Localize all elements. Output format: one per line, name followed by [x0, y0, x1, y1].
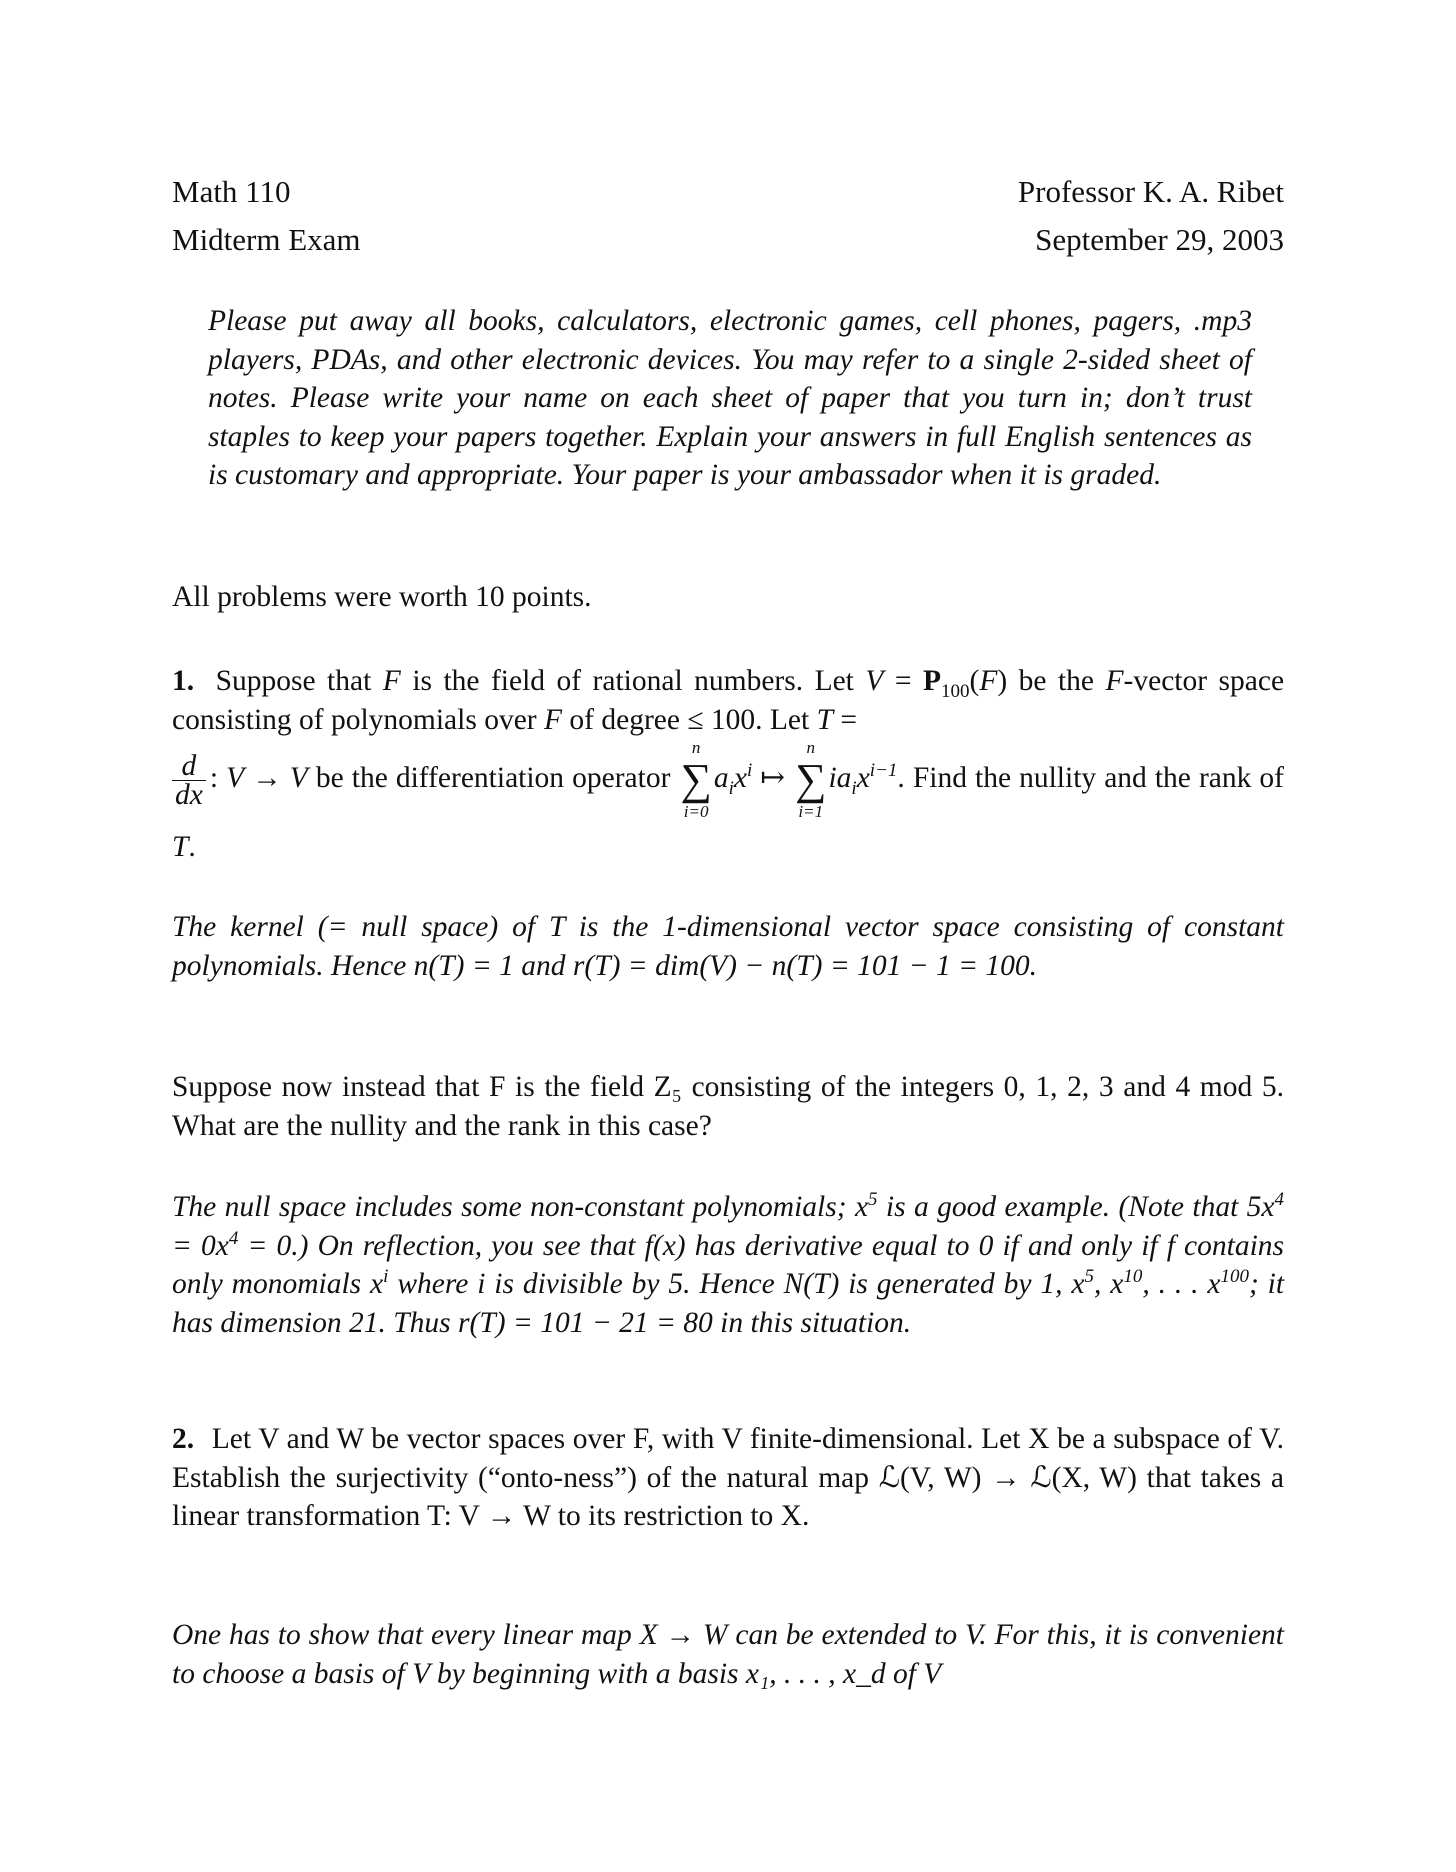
p1b-sol-4: where i is divisible by 5. Hence N(T) is generated by 1, [397, 1268, 1063, 1300]
sum-symbol: n ∑ i=0 [680, 738, 712, 821]
header-left [172, 174, 361, 270]
professor-name: Professor K. A. Ribet [1017, 174, 1284, 209]
points-note: All problems were worth 10 points. [172, 581, 592, 613]
p2-text: Let V and W be vector spaces over F, with V finite-dimensional. Let X be a subspace of V. Establish the surjectivity (“onto-ness”) of the natural map ℒ(V, W) → ℒ(X, W) that takes a linear transformation T: V → W to its restriction to X. [172, 1423, 1284, 1532]
problem-1-part-b-solution: The null space includes some non-constant polynomials; $x^5$ is a good example. (Note that $5x^4 = 0x^4 = 0$.) On reflection, you see that f(x) has derivative equal to 0 if and only if f contains only monomials $x^i$ where i is divisible by 5. Hence N(T) is generated by 1, $x^5$, $x^{10}$, . . . $x^{100}$; it has dimension 21. Thus r(T) = 101 − 21 = 80 in this situation. [172, 1189, 1285, 1339]
problem-1-solution: The kernel (= null space) of T is the 1-dimensional vector space consisting of constant polynomials. Hence n(T) = 1 and r(T) = dim(V) − n(T) = 101 − 1 = 100. [172, 911, 1284, 982]
p1b-sol-1: The null space includes some non-constant polynomials; [172, 1191, 847, 1223]
sum-symbol: n ∑ i=1 [795, 738, 827, 821]
problem-1-statement: 1. Suppose that F is the field of rational numbers. Let $V = P_{100}(F)$ be the F-vector space consisting of polynomials over F of degree ≤ 100. Let T = $\frac{d}{dx}$ : V → V be the differentiation operator n ∑ i=0 $a_ix^i$ ↦ n ∑ i=1 $ia_ix^{i-1}$. Find the nullity and the rank of T. [172, 662, 1284, 873]
course-title: Math 110 [172, 174, 291, 209]
instructions-paragraph: Please put away all books, calculators, electronic games, cell phones, pagers, .mp3 players, PDAs, and other electronic devices. You may refer to a single 2-sided sheet of notes. Please write your name on each sheet of paper that you turn in; don’t trust staples to keep your papers together. Explain your answers in full English sentences as is customary and appropriate. Your paper is your ambassador when it is graded. [208, 305, 1252, 491]
p1-text-e: of degree ≤ 100. Let [569, 703, 810, 736]
problem-1-part-b: Suppose now instead that F is the field Z₅ consisting of the integers 0, 1, 2, 3 and 4 mod 5. What are the nullity and the rank in this case? [172, 1071, 1284, 1142]
p1-text-g: Find the nullity and the rank of [912, 761, 1285, 794]
p1b-sol-5: ; it has dimension 21. Thus r(T) = 101 − 21 = 80 in this situation. [172, 1268, 1285, 1339]
problem-2-number: 2. [172, 1423, 195, 1455]
derivative-fraction: $\frac{d}{dx}$ [172, 752, 206, 809]
exam-title: Midterm Exam [172, 222, 361, 257]
p1-formula-line: $\frac{d}{dx}$ : V → V be the differentiation operator n ∑ i=0 $a_ix^i$ ↦ n ∑ i=1 $ia_ix^{i-1}$. Find the nullity and the rank of T. [172, 738, 1285, 863]
p1-text-b: is the field of rational numbers. Let [412, 665, 854, 697]
problem-2-solution: One has to show that every linear map X → W can be extended to V. For this, it is convenient to choose a basis of V by beginning with a basis x₁, . . . , x_d of V [172, 1619, 1284, 1690]
problem-1-number: 1. [172, 665, 195, 697]
p1b-sol-2: is a good example. [885, 1191, 1111, 1223]
p1-text-c: be the [1018, 665, 1095, 697]
header-right [1018, 174, 1284, 270]
exam-date: September 29, 2003 [1035, 222, 1284, 257]
p1-text-f: be the differentiation operator [315, 761, 671, 794]
p1-text-d: -vector space consisting of polynomials over [172, 665, 1285, 736]
p1-text-a: Suppose that [215, 665, 372, 697]
problem-2-statement [172, 1420, 1284, 1536]
p1b-sol-3: On reflection, you see that f(x) has derivative equal to 0 if and only if f contains only monomials [172, 1229, 1284, 1300]
